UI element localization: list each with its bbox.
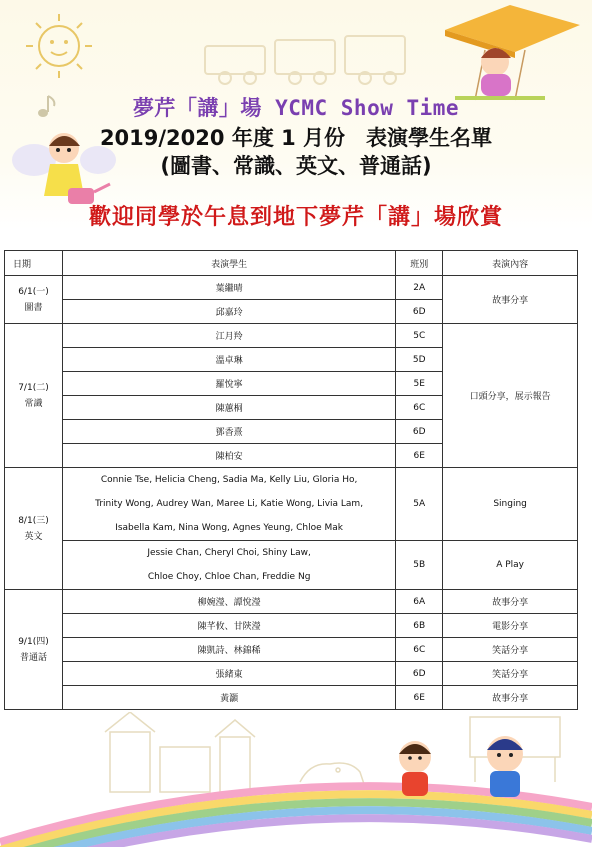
class-cell: 5C <box>396 324 443 348</box>
roster-title: 2019/2020 年度 1 月份 表演學生名單 <box>99 126 493 150</box>
content-cell: 笑話分享 <box>443 638 578 662</box>
students-cell: 張緒東 <box>62 662 395 686</box>
class-cell: 5B <box>396 541 443 590</box>
header-date: 日期 <box>5 251 63 276</box>
table-row <box>5 468 578 541</box>
class-cell: 6C <box>396 638 443 662</box>
sun-illustration <box>14 6 104 86</box>
content-cell: 口頭分享，展示報告 <box>443 324 578 468</box>
students-cell: 陳芊攸、甘陝瀅 <box>62 614 395 638</box>
header-students: 表演學生 <box>62 251 395 276</box>
header-class: 班別 <box>396 251 443 276</box>
class-cell: 6A <box>396 590 443 614</box>
table-header-row <box>5 251 578 276</box>
students-cell: 江月羚 <box>62 324 395 348</box>
students-cell: Connie Tse, Helicia Cheng, Sadia Ma, Kelly Liu, Gloria Ho, Trinity Wong, Audrey Wan, Maree Li, Katie Wong, Livia Lam, Isabella Kam, Nina Wong, Agnes Yeung, Chloe Mak <box>62 468 395 541</box>
table-row <box>5 686 578 710</box>
students-cell: 葉繼晴 <box>62 276 395 300</box>
content-cell: 笑話分享 <box>443 662 578 686</box>
header-content: 表演內容 <box>443 251 578 276</box>
table-row <box>5 614 578 638</box>
subjects-subtitle: (圖書、常識、英文、普通話) <box>160 154 432 178</box>
train-illustration <box>195 28 425 88</box>
date-cell: 9/1(四) 普通話 <box>5 590 63 710</box>
content-cell: 故事分享 <box>443 276 578 324</box>
students-cell: 鄧香熹 <box>62 420 395 444</box>
date-cell: 8/1(三) 英文 <box>5 468 63 590</box>
content-cell: Singing <box>443 468 578 541</box>
table-row <box>5 638 578 662</box>
class-cell: 5D <box>396 348 443 372</box>
content-cell: 電影分享 <box>443 614 578 638</box>
class-cell: 5E <box>396 372 443 396</box>
date-cell: 7/1(二) 常識 <box>5 324 63 468</box>
students-cell: 陳蕙桐 <box>62 396 395 420</box>
class-cell: 6D <box>396 420 443 444</box>
students-cell: 邱嘉玲 <box>62 300 395 324</box>
class-cell: 6E <box>396 686 443 710</box>
table-row <box>5 590 578 614</box>
class-cell: 5A <box>396 468 443 541</box>
table-row <box>5 276 578 300</box>
performance-roster-table <box>4 250 578 710</box>
town-rainbow-illustration <box>0 712 592 847</box>
class-cell: 6D <box>396 662 443 686</box>
table-row <box>5 541 578 590</box>
class-cell: 2A <box>396 276 443 300</box>
students-cell: 陳凱詩、林錦稀 <box>62 638 395 662</box>
students-cell: 黃灝 <box>62 686 395 710</box>
students-cell: 柳婉瀅、譚悅瀅 <box>62 590 395 614</box>
students-cell: 羅悅寧 <box>62 372 395 396</box>
program-title: 夢芹「講」場 YCMC Show Time <box>132 96 460 120</box>
welcome-banner: 歡迎同學於午息到地下夢芹「講」場欣賞 <box>88 204 503 230</box>
content-cell: 故事分享 <box>443 686 578 710</box>
content-cell: A Play <box>443 541 578 590</box>
table-row <box>5 324 578 348</box>
table-row <box>5 662 578 686</box>
date-cell: 6/1(一) 圖書 <box>5 276 63 324</box>
class-cell: 6E <box>396 444 443 468</box>
students-cell: 陳柏安 <box>62 444 395 468</box>
class-cell: 6C <box>396 396 443 420</box>
students-cell: 溫卓琳 <box>62 348 395 372</box>
class-cell: 6B <box>396 614 443 638</box>
students-cell: Jessie Chan, Cheryl Choi, Shiny Law, Chloe Choy, Chloe Chan, Freddie Ng <box>62 541 395 590</box>
content-cell: 故事分享 <box>443 590 578 614</box>
class-cell: 6D <box>396 300 443 324</box>
